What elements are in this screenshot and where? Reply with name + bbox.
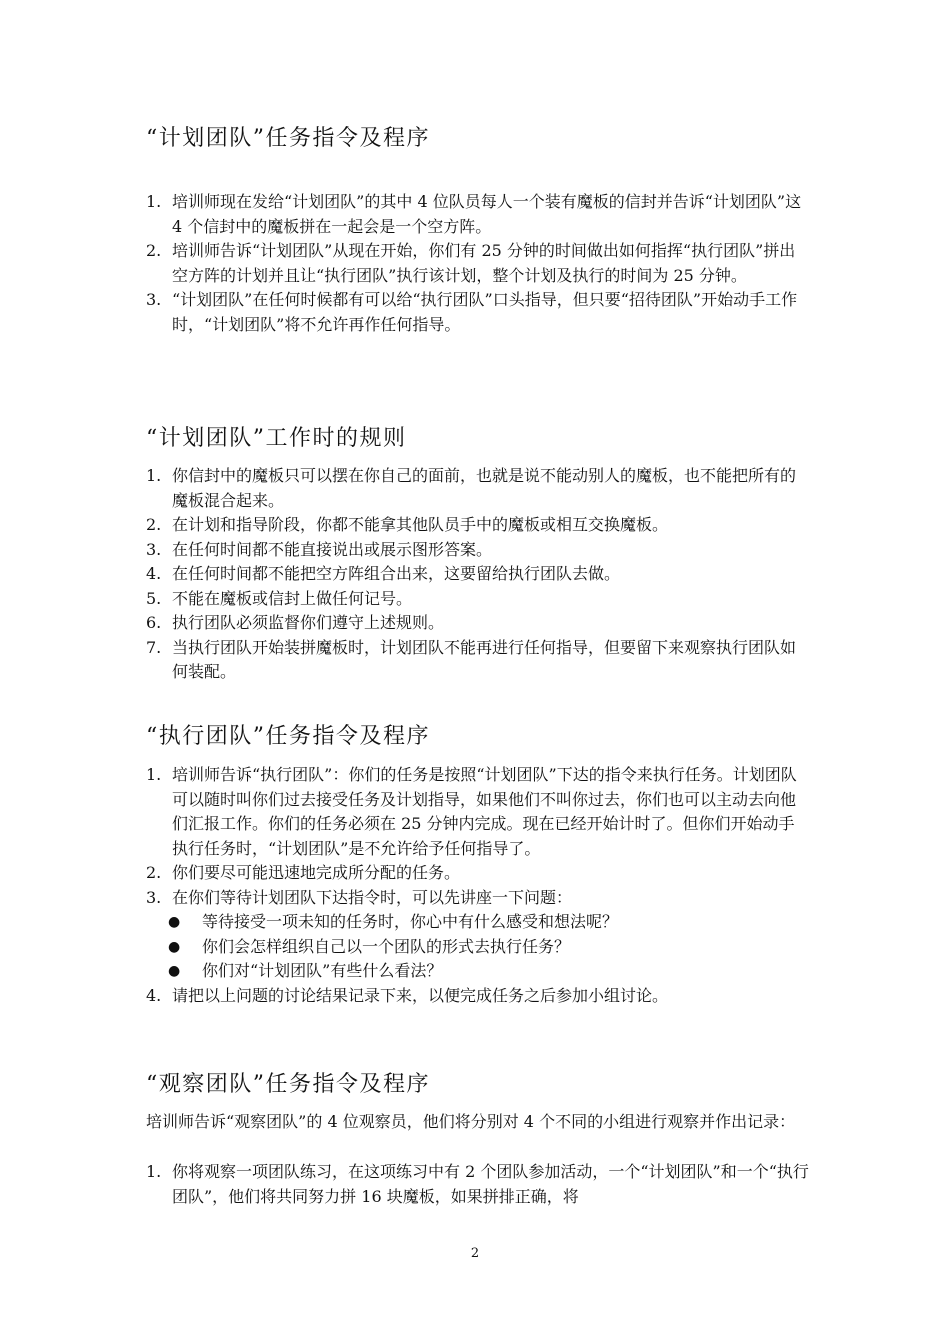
bullet-icon: ● (168, 963, 181, 979)
observation-intro-paragraph: 培训师告诉“观察团队”的 4 位观察员，他们将分别对 4 个不同的小组进行观察并作出记录： (146, 1112, 796, 1131)
planning-rules-list (146, 464, 810, 685)
list-item-text: 执行团队必须监督你们遵守上述规则。 (172, 613, 445, 632)
list-item-text: 培训师现在发给“计划团队”的其中 4 位队员每人一个装有魔板的信封并告诉“计划团队”这 4 个信封中的魔板拼在一起会是一个空方阵。 (172, 192, 802, 236)
list-item-text: 在任何时间都不能把空方阵组合出来，这要留给执行团队去做。 (172, 564, 621, 583)
list-item (146, 513, 810, 538)
bullet-item (146, 935, 810, 960)
list-item-text: 请把以上问题的讨论结果记录下来，以便完成任务之后参加小组讨论。 (172, 985, 669, 1005)
list-item-text: 你将观察一项团队练习，在这项练习中有 2 个团队参加活动，一个“计划团队”和一个“执行团队”，他们将共同努力拼 16 块魔板，如果拼排正确，将 (172, 1162, 809, 1206)
list-item-number: 4. (146, 564, 162, 583)
list-item-number: 7. (146, 637, 162, 657)
list-item-number: 1. (146, 466, 162, 485)
list-item-number: 4. (146, 985, 162, 1005)
list-item (146, 1160, 810, 1209)
list-item-number: 1. (146, 192, 162, 211)
list-item-text: 当执行团队开始装拼魔板时，计划团队不能再进行任何指导，但要留下来观察执行团队如何装配。 (172, 637, 797, 681)
observation-instructions-list (146, 1160, 810, 1209)
bullet-item-text: 你们会怎样组织自己以一个团队的形式去执行任务？ (202, 936, 571, 956)
list-item-text: 在任何时间都不能直接说出或展示图形答案。 (172, 539, 493, 559)
list-item-text: 培训师告诉“执行团队”：你们的任务是按照“计划团队”下达的指令来执行任务。计划团队可以随时叫你们过去接受任务及计划指导，如果他们不叫你过去，你们也可以主动去向他们汇报工作。你们的任务必须在 25 分钟内完成。现在已经开始计时了。但你们开始动手执行任务时，“计划团队”是不允许给予任何指导了。 (172, 765, 797, 858)
list-item (146, 239, 810, 288)
page-number: 2 (470, 1246, 480, 1261)
list-item-number: 1. (146, 1162, 162, 1181)
bullet-item (146, 959, 810, 984)
list-item-number: 2. (146, 863, 162, 882)
bullet-icon: ● (168, 938, 181, 955)
bullet-item-text: 你们对“计划团队”有些什么看法？ (202, 961, 443, 980)
list-item (146, 464, 810, 513)
list-item-number: 3. (146, 290, 162, 309)
planning-instructions-list (146, 190, 810, 337)
section-title-execution-instructions: “执行团队”任务指令及程序 (146, 724, 430, 749)
bullet-icon: ● (168, 914, 181, 930)
list-item-text: 不能在魔板或信封上做任何记号。 (172, 588, 413, 608)
list-item (146, 984, 810, 1009)
section-title-planning-instructions: “计划团队”任务指令及程序 (146, 126, 430, 151)
list-item-number: 2. (146, 515, 162, 534)
list-item (146, 636, 810, 685)
list-item-number: 2. (146, 241, 162, 260)
list-item (146, 562, 810, 587)
list-item-text: “计划团队”在任何时候都有可以给“执行团队”口头指导，但只要“招待团队”开始动手工作时，“计划团队”将不允许再作任何指导。 (172, 290, 798, 334)
section-title-planning-rules: “计划团队”工作时的规则 (146, 426, 407, 451)
list-item-number: 6. (146, 613, 162, 632)
list-item (146, 587, 810, 612)
list-item (146, 288, 810, 337)
list-item-text: 你们要尽可能迅速地完成所分配的任务。 (172, 863, 461, 882)
list-item (146, 190, 810, 239)
list-item (146, 611, 810, 636)
bullet-item-text: 等待接受一项未知的任务时，你心中有什么感受和想法呢？ (202, 912, 619, 931)
execution-instructions-list (146, 763, 810, 1008)
list-item (146, 538, 810, 563)
bullet-item (146, 910, 810, 935)
list-item-number: 3. (146, 887, 162, 907)
list-item-number: 3. (146, 539, 162, 559)
list-item (146, 763, 810, 861)
list-item (146, 861, 810, 886)
list-item-number: 5. (146, 588, 162, 608)
list-item-number: 1. (146, 765, 162, 784)
section-title-observation-instructions: “观察团队”任务指令及程序 (146, 1072, 430, 1097)
list-item (146, 886, 810, 911)
list-item-text: 在你们等待计划团队下达指令时，可以先讲座一下问题： (172, 887, 573, 907)
list-item-text: 培训师告诉“计划团队”从现在开始，你们有 25 分钟的时间做出如何指挥“执行团队”拼出空方阵的计划并且让“执行团队”执行该计划，整个计划及执行的时间为 25 分钟。 (172, 241, 796, 285)
list-item-text: 在计划和指导阶段，你都不能拿其他队员手中的魔板或相互交换魔板。 (172, 515, 669, 534)
list-item-text: 你信封中的魔板只可以摆在你自己的面前，也就是说不能动别人的魔板，也不能把所有的魔板混合起来。 (172, 466, 797, 510)
